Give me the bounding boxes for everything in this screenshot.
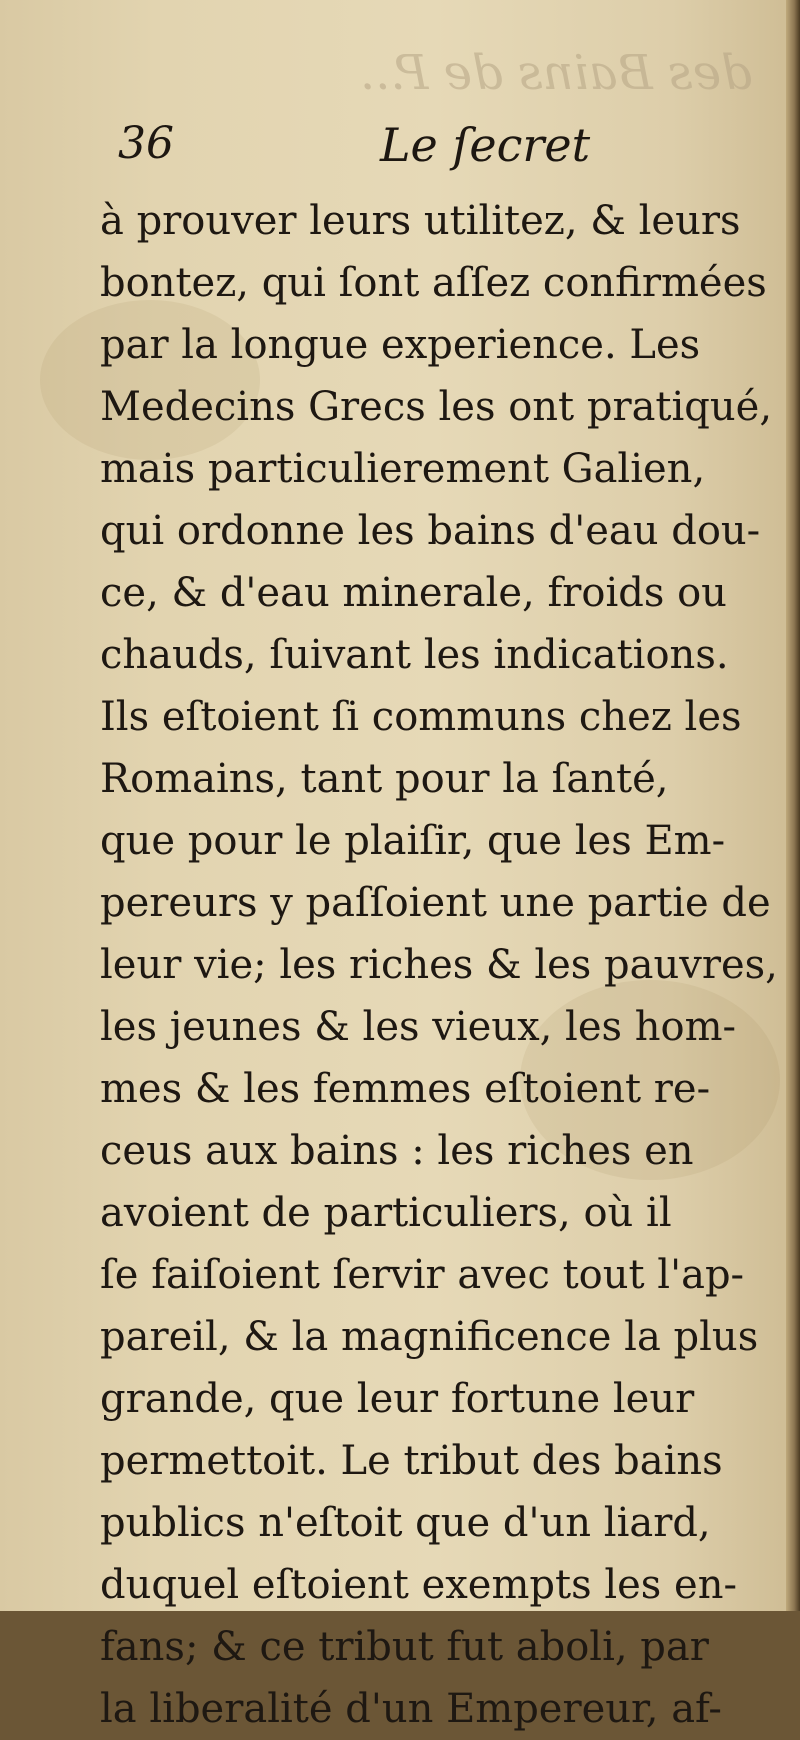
page-number: 36 <box>118 118 174 169</box>
text-line: que pour le plaiſir, que les Em- <box>100 818 726 864</box>
text-line: Medecins Grecs les ont pratiqué, <box>100 384 773 430</box>
text-line: bontez, qui ſont aſſez confirmées <box>100 260 767 306</box>
body-text <box>100 190 778 1740</box>
page-header <box>118 118 758 178</box>
text-line: leur vie; les riches & les pauvres, <box>100 942 778 988</box>
text-line: mes & les femmes eſtoient re- <box>100 1066 711 1112</box>
text-line: les jeunes & les vieux, les hom- <box>100 1004 737 1050</box>
text-line: Romains, tant pour la ſanté, <box>100 756 669 802</box>
page-edge <box>786 0 800 1611</box>
text-line: à prouver leurs utilitez, & leurs <box>100 198 741 244</box>
text-line: duquel eſtoient exempts les en- <box>100 1562 737 1608</box>
text-line: qui ordonne les bains d'eau dou- <box>100 508 761 554</box>
running-title: Le ſecret <box>380 118 591 172</box>
show-through-text: des Bains de P... <box>360 45 752 101</box>
text-line: ſe faiſoient ſervir avec tout l'ap- <box>100 1252 745 1298</box>
text-line: ceus aux bains : les riches en <box>100 1128 694 1174</box>
text-line: la liberalité d'un Empereur, af- <box>100 1686 722 1732</box>
text-line: permettoit. Le tribut des bains <box>100 1438 723 1484</box>
text-line: Ils eſtoient ſi communs chez les <box>100 694 742 740</box>
text-line: mais particulierement Galien, <box>100 446 706 492</box>
text-line: pereurs y paſſoient une partie de <box>100 880 771 926</box>
text-line: fans; & ce tribut fut aboli, par <box>100 1624 709 1670</box>
text-line: chauds, ſuivant les indications. <box>100 632 729 678</box>
text-line: grande, que leur fortune leur <box>100 1376 695 1422</box>
text-line: publics n'eſtoit que d'un liard, <box>100 1500 711 1546</box>
text-line: par la longue experience. Les <box>100 322 701 368</box>
text-line: pareil, & la magnificence la plus <box>100 1314 759 1360</box>
text-line: ce, & d'eau minerale, froids ou <box>100 570 727 616</box>
text-line: avoient de particuliers, où il <box>100 1190 672 1236</box>
